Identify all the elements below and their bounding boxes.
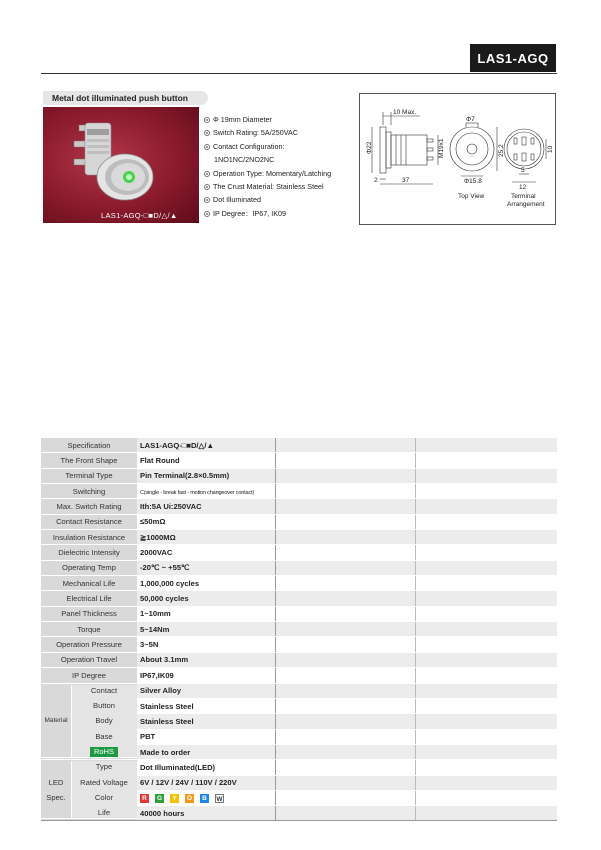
spec-label: Switching (41, 484, 137, 499)
bullet-icon (204, 130, 210, 136)
spec-value: ≤50mΩ (137, 514, 275, 529)
spec-label: IP Degree (41, 668, 137, 683)
terminal-arrangement-view (504, 129, 546, 182)
spec-label: Panel Thickness (41, 606, 137, 621)
dim-25-2: 25.2 (498, 144, 505, 157)
push-button-illustration (43, 107, 199, 223)
led-color-swatch: W (216, 795, 223, 803)
header-divider (41, 73, 557, 74)
spec-value: Dot Illuminated(LED) (137, 760, 275, 775)
spec-value: 1~10mm (137, 606, 275, 621)
label-terminal-2: Arrangement (507, 201, 545, 208)
table-row (41, 576, 557, 591)
group-sub-label: Type (95, 762, 113, 772)
dim-m19: M19x1 (438, 138, 445, 158)
photo-caption: LAS1-AGQ-□■D/△/▲ (101, 211, 178, 220)
rohs-badge: RoHS (71, 744, 137, 758)
spec-value: Made to order (137, 744, 275, 759)
feature-list (204, 113, 331, 220)
label-top-view: Top View (458, 193, 485, 200)
table-row (41, 499, 557, 514)
bullet-icon (204, 211, 210, 217)
table-row (41, 622, 557, 637)
led-color-swatch: R (140, 794, 149, 803)
table-row (41, 591, 557, 606)
table-row (41, 453, 557, 468)
led-group-label: LED Spec. (41, 761, 72, 819)
spec-value: 6V / 12V / 24V / 110V / 220V (137, 775, 275, 790)
feature-item: Dot Illuminated (204, 193, 331, 206)
table-row (41, 637, 557, 652)
table-row (41, 606, 557, 621)
spec-value: 3~5N (137, 637, 275, 652)
spec-value: -20℃ ~ +55℃ (137, 560, 275, 575)
spec-value: C(single - break fast - motion changeover contact) (137, 484, 275, 499)
feature-item: IP Degree：IP67, IK09 (204, 207, 331, 220)
led-color-swatch: B (200, 794, 209, 803)
led-color-swatch: G (156, 794, 163, 802)
spec-label: Operation Travel (41, 652, 137, 667)
group-sub-label: Base (95, 731, 113, 741)
spec-label: Specification (41, 438, 137, 453)
group-sub-label: Color (94, 793, 114, 803)
table-row (41, 668, 557, 683)
feature-item: Contact Configuration: (204, 140, 331, 153)
top-view (450, 123, 497, 176)
dim-10: 10 (547, 145, 554, 153)
spec-value: PBT (137, 729, 275, 744)
table-row (41, 514, 557, 529)
spec-label: Terminal Type (41, 468, 137, 483)
label-terminal-1: Terminal (511, 193, 536, 200)
spec-label: Contact Resistance (41, 514, 137, 529)
spec-value: 1,000,000 cycles (137, 576, 275, 591)
material-group-label: Material (41, 685, 72, 758)
feature-item: Operation Type: Momentary/Latching (204, 167, 331, 180)
spec-label: The Front Shape (41, 453, 137, 468)
dim-5: 5 (521, 167, 525, 174)
feature-item: The Crust Material: Stainless Steel (204, 180, 331, 193)
dim-22: Φ22 (366, 141, 373, 154)
spec-value: ≧1000MΩ (137, 530, 275, 545)
feature-item: Switch Rating: 5A/250VAC (204, 126, 331, 139)
spec-value: IP67,IK09 (137, 668, 275, 683)
dim-10max: 10 Max. (393, 109, 417, 116)
spec-value: About 3.1mm (137, 652, 275, 667)
led-color-swatch: O (186, 794, 193, 802)
spec-label: Max. Switch Rating (41, 499, 137, 514)
spec-value: LAS1-AGQ-□■D/△/▲ (137, 438, 275, 453)
table-row (41, 468, 557, 483)
spec-value: Stainless Steel (137, 698, 275, 713)
table-row (41, 560, 557, 575)
feature-item: 1NO1NC/2NO2NC (214, 155, 275, 165)
spec-value: Pin Terminal(2.8×0.5mm) (137, 468, 275, 483)
group-sub-label: Rated Voltage (80, 777, 128, 787)
spec-value: 40000 hours (137, 806, 275, 821)
spec-label: Dielectric Intensity (41, 545, 137, 560)
dimension-drawing (359, 93, 556, 225)
bullet-icon (204, 184, 210, 190)
feature-item: Φ 19mm Diameter (204, 113, 331, 126)
led-color-swatches (137, 790, 275, 805)
dim-12: 12 (519, 184, 527, 191)
spec-value: 50,000 cycles (137, 591, 275, 606)
bullet-icon (204, 171, 210, 177)
group-sub-label: Life (97, 808, 111, 818)
table-row (41, 438, 557, 453)
product-title: Metal dot illuminated push button (43, 91, 208, 105)
table-row (41, 530, 557, 545)
table-row (41, 484, 557, 499)
spec-value: Flat Round (137, 453, 275, 468)
side-view (372, 112, 438, 184)
spec-label: Operating Temp (41, 560, 137, 575)
group-sub-label: Body (95, 716, 113, 726)
product-photo (43, 107, 199, 223)
dim-phi15-8: Φ15.8 (464, 178, 482, 185)
dim-phi7: Φ7 (466, 116, 475, 123)
led-color-swatch: Y (170, 794, 179, 803)
dim-2: 2 (374, 177, 378, 184)
footer-divider (41, 820, 557, 821)
bullet-icon (204, 197, 210, 203)
model-title: LAS1-AGQ (470, 44, 556, 72)
spec-label: Insulation Resistance (41, 530, 137, 545)
bullet-icon (204, 144, 210, 150)
spec-label: Torque (41, 622, 137, 637)
spec-label: Operation Pressure (41, 637, 137, 652)
spec-label: Electrical Life (41, 591, 137, 606)
table-row (41, 545, 557, 560)
spec-value: Silver Alloy (137, 683, 275, 698)
spec-label: Mechanical Life (41, 576, 137, 591)
bullet-icon (204, 117, 210, 123)
table-row (41, 652, 557, 667)
dim-37: 37 (402, 177, 410, 184)
spec-value: Stainless Steel (137, 714, 275, 729)
spec-value: Ith:5A Ui:250VAC (137, 499, 275, 514)
spec-value: 2000VAC (137, 545, 275, 560)
group-sub-label: Contact (90, 685, 118, 695)
group-sub-label: Button (93, 701, 115, 711)
spec-value: 5~14Nm (137, 622, 275, 637)
